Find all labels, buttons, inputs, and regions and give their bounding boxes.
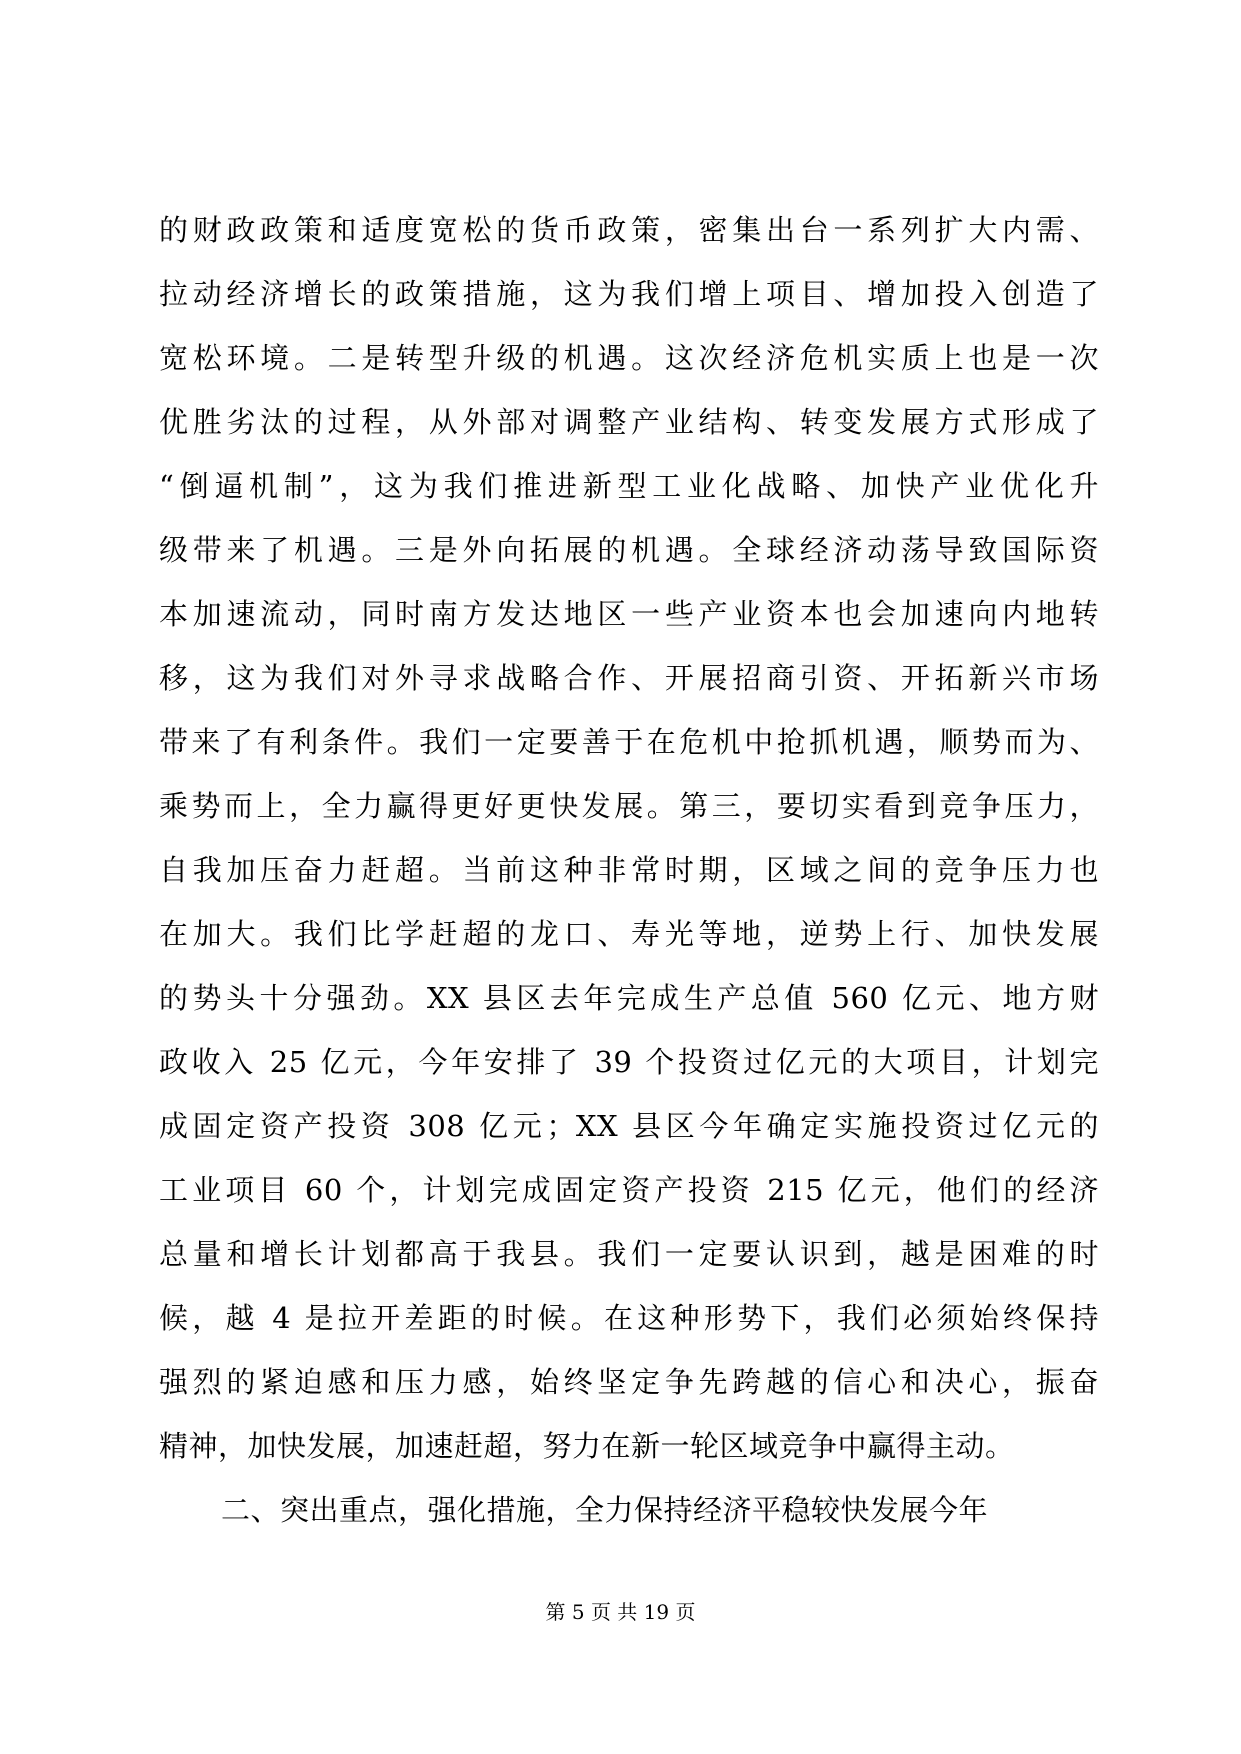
text-line: 工业项目 60 个，计划完成固定资产投资 215 亿元，他们的经济 — [159, 1173, 1099, 1207]
text-line: 的势头十分强劲。XX 县区去年完成生产总值 560 亿元、地方财 — [159, 981, 1099, 1015]
text-line: 总量和增长计划都高于我县。我们一定要认识到，越是困难的时 — [159, 1237, 1099, 1271]
text-line: 宽松环境。二是转型升级的机遇。这次经济危机实质上也是一次 — [159, 341, 1099, 375]
text-line: 拉动经济增长的政策措施，这为我们增上项目、增加投入创造了 — [159, 277, 1099, 311]
text-line: “倒逼机制”，这为我们推进新型工业化战略、加快产业优化升 — [159, 469, 1099, 503]
section-heading-line: 二、突出重点，强化措施，全力保持经济平稳较快发展今年 — [221, 1493, 989, 1527]
text-line: 移，这为我们对外寻求战略合作、开展招商引资、开拓新兴市场 — [159, 661, 1099, 695]
text-line: 乘势而上，全力赢得更好更快发展。第三，要切实看到竞争压力， — [159, 789, 1099, 823]
text-line: 的财政政策和适度宽松的货币政策，密集出台一系列扩大内需、 — [159, 213, 1099, 247]
text-line: 候，越 4 是拉开差距的时候。在这种形势下，我们必须始终保持 — [159, 1301, 1099, 1335]
text-line: 在加大。我们比学赶超的龙口、寿光等地，逆势上行、加快发展 — [159, 917, 1099, 951]
text-line: 成固定资产投资 308 亿元；XX 县区今年确定实施投资过亿元的 — [159, 1109, 1099, 1143]
text-line: 强烈的紧迫感和压力感，始终坚定争先跨越的信心和决心，振奋 — [159, 1365, 1099, 1399]
text-line: 精神，加快发展，加速赶超，努力在新一轮区域竞争中赢得主动。 — [159, 1429, 1015, 1463]
text-line: 级带来了机遇。三是外向拓展的机遇。全球经济动荡导致国际资 — [159, 533, 1099, 567]
text-line: 本加速流动，同时南方发达地区一些产业资本也会加速向内地转 — [159, 597, 1099, 631]
text-line: 自我加压奋力赶超。当前这种非常时期，区域之间的竞争压力也 — [159, 853, 1099, 887]
page-footer: 第 5 页 共 19 页 — [545, 1600, 696, 1624]
text-line: 优胜劣汰的过程，从外部对调整产业结构、转变发展方式形成了 — [159, 405, 1099, 439]
text-line: 带来了有利条件。我们一定要善于在危机中抢抓机遇，顺势而为、 — [159, 725, 1099, 759]
text-line: 政收入 25 亿元，今年安排了 39 个投资过亿元的大项目，计划完 — [159, 1045, 1099, 1079]
